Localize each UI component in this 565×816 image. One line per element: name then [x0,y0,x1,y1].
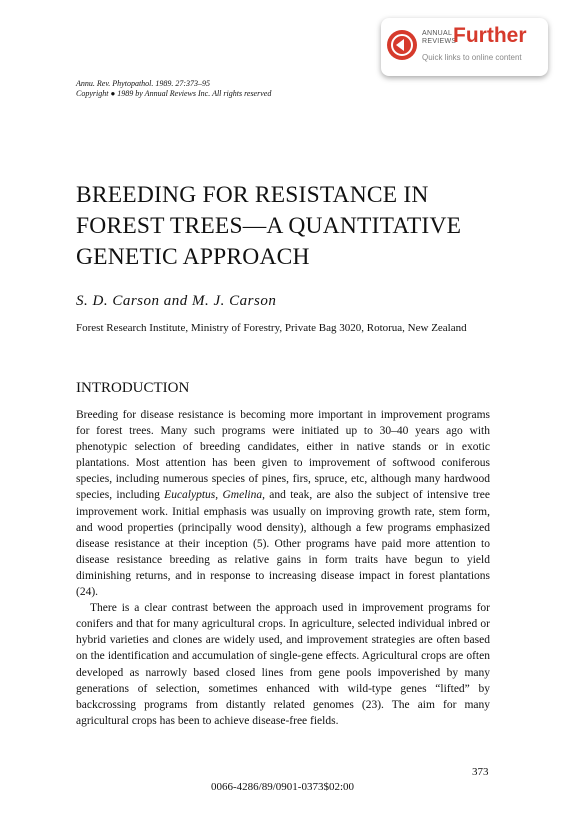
badge-subtitle: Quick links to online content [422,53,522,62]
footer-code: 0066-4286/89/0901-0373$02:00 [211,781,354,793]
p1-separator: , [215,489,223,502]
page-number: 373 [472,766,489,778]
journal-citation: Annu. Rev. Phytopathol. 1989. 27:373–95 [76,79,211,88]
title-line-2: FOREST TREES—A QUANTITATIVE [76,213,462,239]
title-line-3: GENETIC APPROACH [76,244,310,270]
annual-reviews-further-badge[interactable] [381,18,548,76]
authors: S. D. Carson and M. J. Carson [76,293,277,309]
p1-text-b: , and teak, are also the subject of intensive tree improvement work. Initial emphasis was usually on improving growth rate, stem form, and wood properties (principally wood density), although a few programs emphasized disease resistance at their inception (5). Other programs have paid more attention to disease resistance breeding as relative gains in form traits have begun to yield diminishing returns, and in response to increasing disease impact in forest plantations (24). [76,489,491,599]
badge-further-brand: Further [453,24,527,47]
play-back-icon [387,30,417,60]
p1-text-a: Breeding for disease resistance is becoming more important in improvement programs for forest trees. Many such programs were initiated up to 30–40 years ago with phenotypic selection of breeding candidates, either in native stands or in exotic plantations. Most attention has been given to improvement of softwood coniferous species, including numerous species of pines, firs, spruce, etc, although many hardwood species, including [76,409,490,502]
paragraph-2: There is a clear contrast between the approach used in improvement programs for conifers and that for many agricultural crops. In agriculture, selected individual inbred or hybrid varieties and clones are widely used, and improvement strategies are often based on the identification and accumulation of single-gene effects. Agricultural crops are often developed as narrowly based closed lines from gene pools impoverished by many generations of selection, sometimes enhanced with wild-type genes “lifted” by backcrossing programs from distantly related genomes (23). The aim for many agricultural crops has been to achieve disease-free fields. [76,602,490,727]
article-title [76,180,516,273]
p1-genus-eucalyptus: Eucalyptus [164,489,216,502]
p1-genus-gmelina: Gmelina [222,489,263,502]
copyright-notice: Copyright ● 1989 by Annual Reviews Inc. All rights reserved [76,89,272,98]
title-line-1: BREEDING FOR RESISTANCE IN [76,182,429,208]
badge-annual-label: ANNUAL [422,30,453,37]
affiliation: Forest Research Institute, Ministry of Forestry, Private Bag 3020, Rotorua, New Zealand [76,322,467,334]
paragraph-1 [76,407,490,600]
badge-reviews-label: REVIEWS [422,38,457,45]
section-heading: INTRODUCTION [76,380,190,396]
article-body [76,407,490,729]
